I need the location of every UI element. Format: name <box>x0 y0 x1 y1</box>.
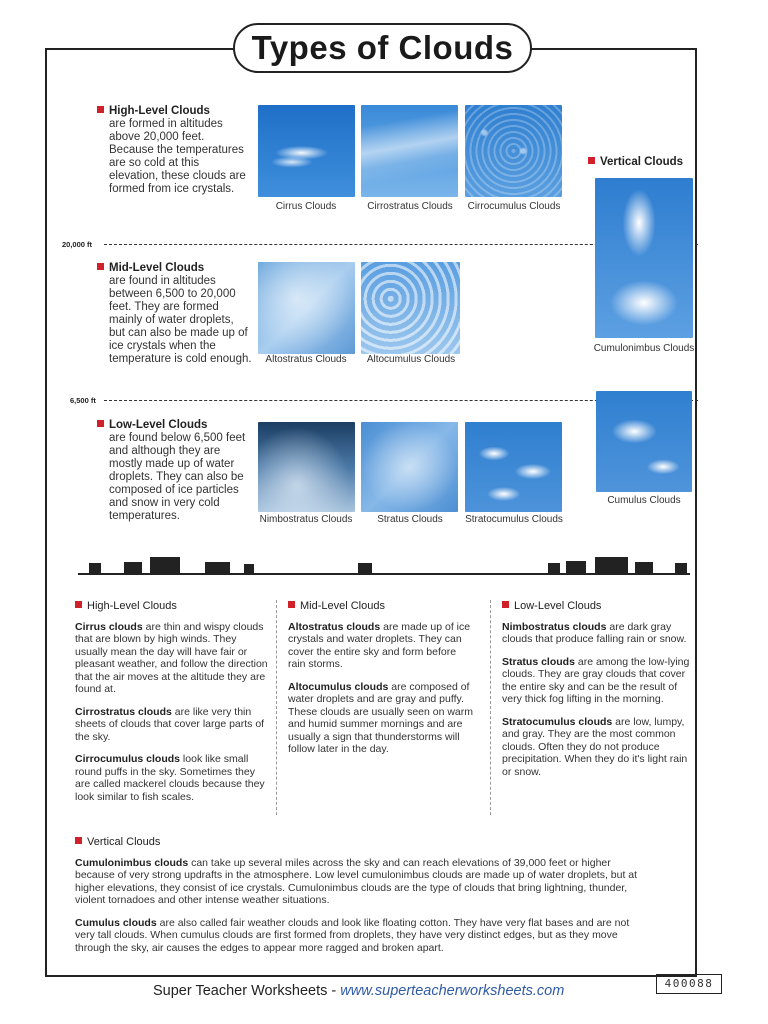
cirrus-caption: Cirrus Clouds <box>275 201 337 212</box>
low-level-description: Low-Level Clouds Nimbostratus clouds are dark gray clouds that produce falling rain or snow. Stratus clouds are among the low-lying clouds. They are gray clouds that cover the entire sky and can be the result of very thick fog lifting in the morning. Stratocumulus clouds are low, lumpy, and gray. They are the most common clouds. Often they do not produce precipitation. When they do it's light rain or snow. <box>502 600 690 778</box>
intro-vertical: Vertical Clouds <box>588 156 698 169</box>
altocumulus-caption: Altocumulus Clouds <box>366 354 456 365</box>
house-icon <box>150 557 180 573</box>
house-icon <box>595 557 628 573</box>
house-icon <box>358 563 372 573</box>
house-icon <box>635 562 653 573</box>
altostratus-caption: Altostratus Clouds <box>265 354 347 365</box>
vertical-description: Vertical Clouds Cumulonimbus clouds can take up several miles across the sky and can reach elevations of 39,000 feet or higher because of very strong updrafts in the atmosphere. Low level cumulonimbus clouds are made up of water droplets, but at higher elevations, they consist of ice crystals. Cumulonimbus clouds are the type of clouds that bring lightning, thunder, violent tornadoes and other intense weather situations. Cumulus clouds are also called fair weather clouds and look like floating cotton. They have very flat bases and are not very tall clouds. When cumulus clouds are first formed from droplets, they have very distinct edges, but as they move through the sky, air causes the edges to appear more ragged and broken apart. <box>75 836 638 954</box>
bullet-icon <box>502 601 509 608</box>
house-icon <box>548 563 560 573</box>
stratus-photo <box>361 422 458 512</box>
house-icon <box>675 563 687 573</box>
column-separator <box>276 600 277 815</box>
bullet-icon <box>97 106 104 113</box>
stratocumulus-caption: Stratocumulus Clouds <box>465 514 563 525</box>
bullet-icon <box>288 601 295 608</box>
cirrocumulus-photo <box>465 105 562 197</box>
house-icon <box>244 564 254 573</box>
cirrocumulus-caption: Cirrocumulus Clouds <box>467 201 561 212</box>
cumulonimbus-photo <box>595 178 693 338</box>
house-icon <box>566 561 586 573</box>
altitude-label-6500: 6,500 ft <box>70 396 96 405</box>
column-separator <box>490 600 491 815</box>
bullet-icon <box>97 420 104 427</box>
bullet-icon <box>75 837 82 844</box>
worksheet-code: 400088 <box>656 974 722 994</box>
bullet-icon <box>97 263 104 270</box>
cumulus-photo <box>596 391 692 492</box>
footer-url-link[interactable]: www.superteacherworksheets.com <box>340 983 565 999</box>
altitude-label-20000: 20,000 ft <box>62 240 93 249</box>
cumulonimbus-caption: Cumulonimbus Clouds <box>593 343 695 354</box>
stratus-caption: Stratus Clouds <box>377 514 443 525</box>
altocumulus-photo <box>361 262 460 354</box>
page-title: Types of Clouds <box>233 23 532 73</box>
intro-mid: Mid-Level Clouds are found in altitudes between 6,500 to 20,000 feet. They are formed mainly of water droplets, but can also be made up of ice crystals when the temperature is cold enough. <box>97 262 252 366</box>
cirrostratus-photo <box>361 105 458 197</box>
intro-low: Low-Level Clouds are found below 6,500 feet and although they are mostly made up of water droplets. They can also be composed of ice particles and snow in very cold temperatures. <box>97 419 247 523</box>
house-icon <box>205 562 230 573</box>
footer <box>153 983 564 999</box>
cumulus-caption: Cumulus Clouds <box>607 495 681 506</box>
footer-brand: Super Teacher Worksheets - <box>153 983 341 999</box>
stratocumulus-photo <box>465 422 562 512</box>
high-level-description: High-Level Clouds Cirrus clouds are thin and wispy clouds that are blown by high winds. They usually mean the day will have fair or pleasant weather, and follow the direction that the air moves at the altitude they are found at. Cirrostratus clouds are like very thin sheets of clouds that cover large parts of the sky. Cirrocumulus clouds look like small round puffs in the sky. Sometimes they are called mackerel clouds because they look similar to fish scales. <box>75 600 268 803</box>
cirrus-photo <box>258 105 355 197</box>
altostratus-photo <box>258 262 355 354</box>
nimbostratus-photo <box>258 422 355 512</box>
nimbostratus-caption: Nimbostratus Clouds <box>259 514 353 525</box>
house-icon <box>89 563 101 573</box>
ground-line <box>78 573 690 575</box>
bullet-icon <box>75 601 82 608</box>
mid-level-description: Mid-Level Clouds Altostratus clouds are made up of ice crystals and water droplets. They can cover the entire sky and form before rain storms. Altocumulus clouds are composed of water droplets and are gray and puffy. These clouds are usually seen on warm and humid summer mornings and are usually a sign that thunderstorms will follow later in the day. <box>288 600 474 755</box>
house-icon <box>124 562 142 573</box>
cirrostratus-caption: Cirrostratus Clouds <box>367 201 453 212</box>
bullet-icon <box>588 157 595 164</box>
intro-high: High-Level Clouds are formed in altitudes above 20,000 feet. Because the temperatures are so cold at this elevation, these clouds are formed from ice crystals. <box>97 105 247 196</box>
